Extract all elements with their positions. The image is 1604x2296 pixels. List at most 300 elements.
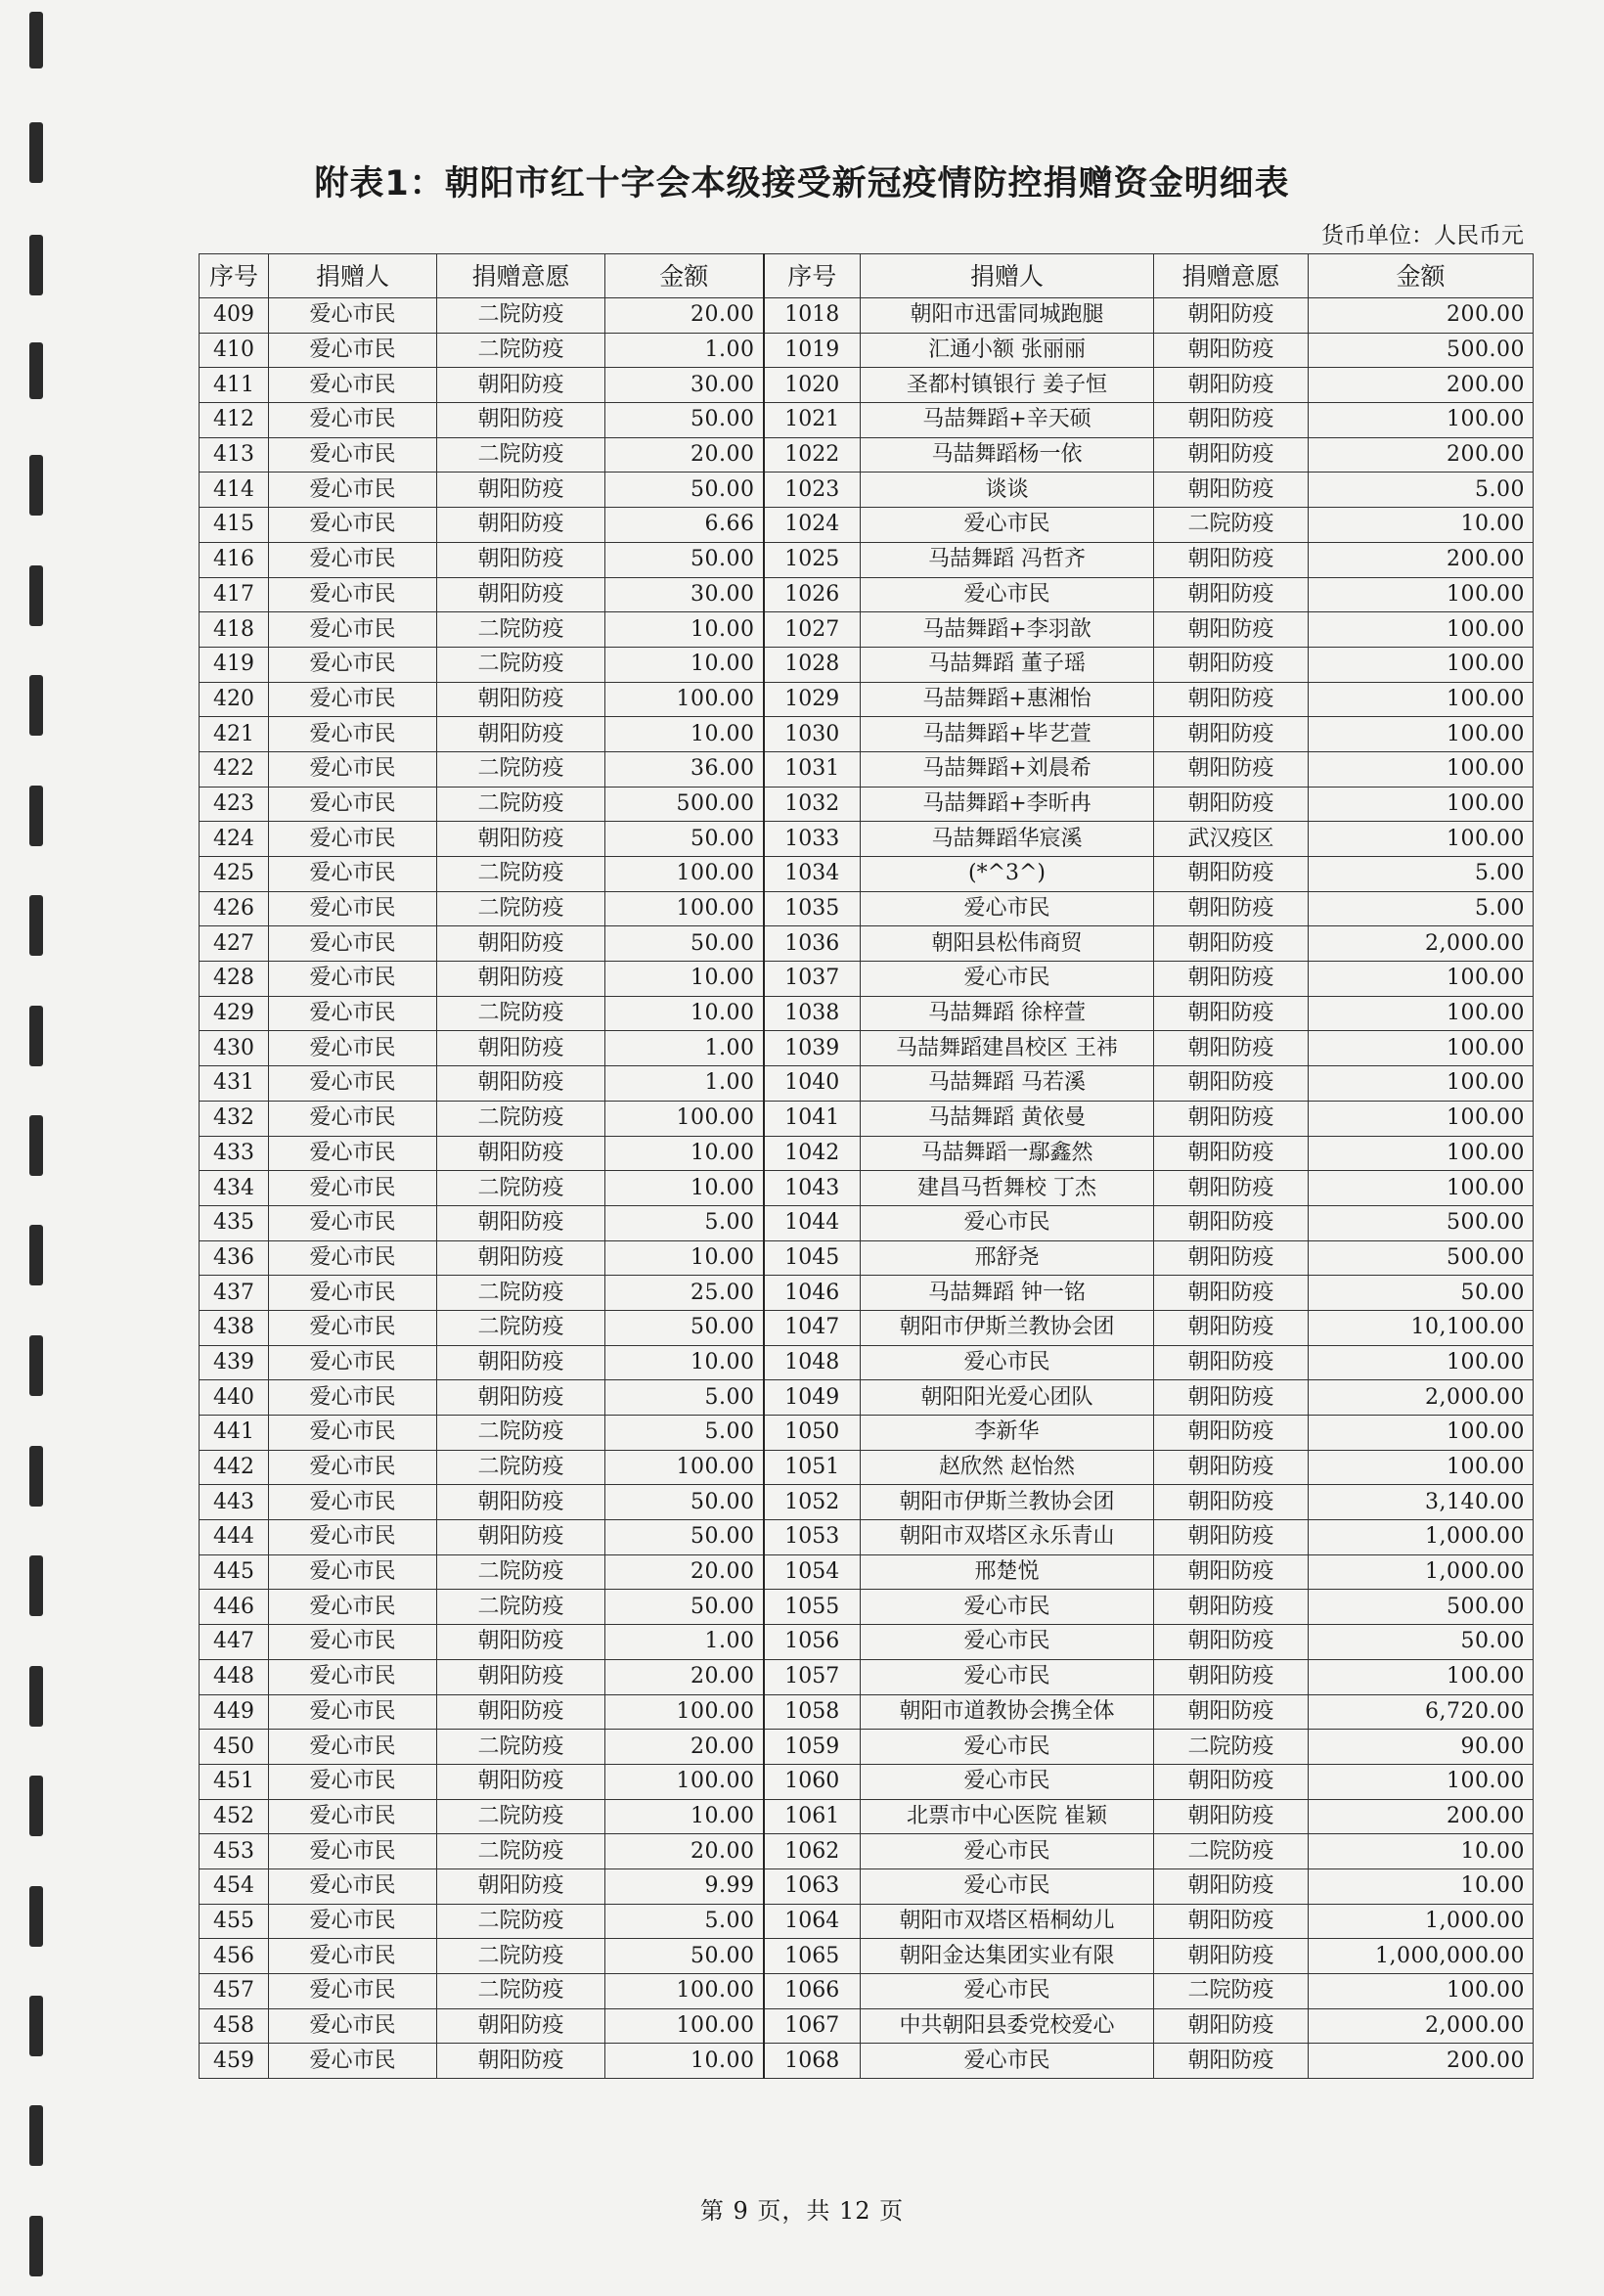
cell-amount-2: 100.00 bbox=[1309, 962, 1534, 997]
cell-donor-2: 马喆舞蹈 徐梓萱 bbox=[861, 996, 1154, 1031]
cell-donor: 爱心市民 bbox=[269, 926, 437, 962]
binder-mark bbox=[29, 1115, 43, 1176]
cell-seq: 411 bbox=[200, 368, 269, 403]
cell-amount-2: 2,000.00 bbox=[1309, 2008, 1534, 2044]
cell-purpose: 二院防疫 bbox=[437, 437, 605, 473]
cell-seq-2: 1034 bbox=[764, 857, 861, 892]
cell-amount: 1.00 bbox=[605, 333, 764, 368]
cell-donor: 爱心市民 bbox=[269, 1868, 437, 1904]
cell-amount-2: 100.00 bbox=[1309, 1136, 1534, 1171]
table-row bbox=[200, 1730, 1534, 1765]
cell-seq-2: 1044 bbox=[764, 1205, 861, 1240]
cell-seq-2: 1035 bbox=[764, 891, 861, 926]
cell-donor: 爱心市民 bbox=[269, 1310, 437, 1345]
cell-seq: 417 bbox=[200, 577, 269, 612]
table-row bbox=[200, 1310, 1534, 1345]
cell-purpose: 二院防疫 bbox=[437, 787, 605, 822]
cell-purpose: 二院防疫 bbox=[437, 298, 605, 334]
cell-donor: 爱心市民 bbox=[269, 1171, 437, 1206]
cell-seq-2: 1021 bbox=[764, 403, 861, 438]
currency-unit: 货币单位：人民币元 bbox=[1321, 223, 1524, 248]
table-row bbox=[200, 1868, 1534, 1904]
cell-amount-2: 100.00 bbox=[1309, 822, 1534, 857]
cell-donor: 爱心市民 bbox=[269, 1694, 437, 1730]
cell-donor-2: 李新华 bbox=[861, 1416, 1154, 1451]
cell-purpose-2: 朝阳防疫 bbox=[1154, 717, 1309, 752]
cell-donor: 爱心市民 bbox=[269, 333, 437, 368]
table-row bbox=[200, 1590, 1534, 1625]
table-row bbox=[200, 1625, 1534, 1660]
cell-seq: 426 bbox=[200, 891, 269, 926]
cell-donor: 爱心市民 bbox=[269, 1730, 437, 1765]
cell-purpose: 二院防疫 bbox=[437, 1939, 605, 1974]
cell-purpose: 二院防疫 bbox=[437, 1799, 605, 1834]
cell-purpose-2: 朝阳防疫 bbox=[1154, 891, 1309, 926]
cell-purpose: 二院防疫 bbox=[437, 996, 605, 1031]
cell-purpose: 朝阳防疫 bbox=[437, 1694, 605, 1730]
cell-amount-2: 1,000,000.00 bbox=[1309, 1939, 1534, 1974]
cell-amount: 100.00 bbox=[605, 1101, 764, 1136]
cell-seq: 412 bbox=[200, 403, 269, 438]
cell-seq: 458 bbox=[200, 2008, 269, 2044]
cell-amount: 50.00 bbox=[605, 1939, 764, 1974]
cell-seq: 440 bbox=[200, 1380, 269, 1416]
cell-purpose-2: 朝阳防疫 bbox=[1154, 612, 1309, 648]
cell-donor-2: 马喆舞蹈+刘晨希 bbox=[861, 751, 1154, 787]
cell-seq: 423 bbox=[200, 787, 269, 822]
cell-seq-2: 1067 bbox=[764, 2008, 861, 2044]
cell-purpose: 二院防疫 bbox=[437, 1590, 605, 1625]
cell-donor-2: 爱心市民 bbox=[861, 1834, 1154, 1869]
cell-donor-2: 马喆舞蹈 冯哲齐 bbox=[861, 542, 1154, 577]
cell-amount: 36.00 bbox=[605, 751, 764, 787]
cell-seq: 452 bbox=[200, 1799, 269, 1834]
cell-amount: 10.00 bbox=[605, 2044, 764, 2079]
cell-amount-2: 1,000.00 bbox=[1309, 1904, 1534, 1939]
cell-purpose: 二院防疫 bbox=[437, 857, 605, 892]
cell-donor: 爱心市民 bbox=[269, 1554, 437, 1590]
cell-purpose: 二院防疫 bbox=[437, 1904, 605, 1939]
cell-purpose-2: 朝阳防疫 bbox=[1154, 1904, 1309, 1939]
cell-amount-2: 10.00 bbox=[1309, 1834, 1534, 1869]
cell-purpose: 二院防疫 bbox=[437, 1310, 605, 1345]
table-row bbox=[200, 2008, 1534, 2044]
binder-mark bbox=[29, 12, 43, 68]
cell-seq-2: 1064 bbox=[764, 1904, 861, 1939]
cell-donor-2: 马喆舞蹈一鄢鑫然 bbox=[861, 1136, 1154, 1171]
binder-mark bbox=[29, 1776, 43, 1836]
cell-seq-2: 1028 bbox=[764, 647, 861, 682]
cell-purpose-2: 朝阳防疫 bbox=[1154, 1240, 1309, 1276]
table-row bbox=[200, 333, 1534, 368]
table-row bbox=[200, 647, 1534, 682]
cell-purpose: 朝阳防疫 bbox=[437, 1380, 605, 1416]
cell-seq: 437 bbox=[200, 1276, 269, 1311]
cell-seq-2: 1038 bbox=[764, 996, 861, 1031]
cell-amount: 25.00 bbox=[605, 1276, 764, 1311]
cell-donor-2: 爱心市民 bbox=[861, 1345, 1154, 1380]
cell-purpose-2: 二院防疫 bbox=[1154, 1730, 1309, 1765]
cell-donor: 爱心市民 bbox=[269, 1205, 437, 1240]
table-row bbox=[200, 508, 1534, 543]
cell-amount: 10.00 bbox=[605, 612, 764, 648]
cell-amount: 30.00 bbox=[605, 368, 764, 403]
cell-seq: 436 bbox=[200, 1240, 269, 1276]
cell-amount-2: 10.00 bbox=[1309, 1868, 1534, 1904]
table-row bbox=[200, 857, 1534, 892]
cell-purpose-2: 朝阳防疫 bbox=[1154, 1276, 1309, 1311]
header-seq-2: 序号 bbox=[764, 254, 861, 298]
cell-donor-2: 马喆舞蹈+辛天硕 bbox=[861, 403, 1154, 438]
cell-donor-2: 马喆舞蹈 钟一铭 bbox=[861, 1276, 1154, 1311]
cell-amount: 100.00 bbox=[605, 1974, 764, 2009]
cell-seq-2: 1031 bbox=[764, 751, 861, 787]
cell-seq-2: 1046 bbox=[764, 1276, 861, 1311]
header-amount: 金额 bbox=[605, 254, 764, 298]
cell-seq: 418 bbox=[200, 612, 269, 648]
cell-seq: 439 bbox=[200, 1345, 269, 1380]
table-row bbox=[200, 542, 1534, 577]
binder-mark bbox=[29, 675, 43, 736]
cell-donor: 爱心市民 bbox=[269, 542, 437, 577]
table-row bbox=[200, 1939, 1534, 1974]
cell-seq-2: 1026 bbox=[764, 577, 861, 612]
cell-seq: 420 bbox=[200, 682, 269, 717]
cell-purpose: 朝阳防疫 bbox=[437, 577, 605, 612]
cell-seq: 413 bbox=[200, 437, 269, 473]
cell-seq-2: 1033 bbox=[764, 822, 861, 857]
cell-donor-2: 谈谈 bbox=[861, 473, 1154, 508]
cell-donor: 爱心市民 bbox=[269, 1240, 437, 1276]
cell-amount: 10.00 bbox=[605, 1171, 764, 1206]
cell-purpose: 朝阳防疫 bbox=[437, 1625, 605, 1660]
cell-purpose-2: 朝阳防疫 bbox=[1154, 1345, 1309, 1380]
cell-seq: 455 bbox=[200, 1904, 269, 1939]
cell-amount-2: 100.00 bbox=[1309, 1345, 1534, 1380]
cell-purpose-2: 朝阳防疫 bbox=[1154, 368, 1309, 403]
cell-seq-2: 1054 bbox=[764, 1554, 861, 1590]
binder-mark bbox=[29, 1446, 43, 1507]
cell-purpose-2: 朝阳防疫 bbox=[1154, 1416, 1309, 1451]
cell-amount-2: 1,000.00 bbox=[1309, 1554, 1534, 1590]
cell-donor-2: 爱心市民 bbox=[861, 1730, 1154, 1765]
cell-amount-2: 3,140.00 bbox=[1309, 1485, 1534, 1520]
cell-donor: 爱心市民 bbox=[269, 682, 437, 717]
table-row bbox=[200, 891, 1534, 926]
cell-amount: 10.00 bbox=[605, 1240, 764, 1276]
cell-seq: 425 bbox=[200, 857, 269, 892]
table-row bbox=[200, 1380, 1534, 1416]
table-row bbox=[200, 1974, 1534, 2009]
cell-seq-2: 1059 bbox=[764, 1730, 861, 1765]
cell-donor: 爱心市民 bbox=[269, 891, 437, 926]
binder-mark bbox=[29, 895, 43, 956]
cell-donor-2: 马喆舞蹈+李昕冉 bbox=[861, 787, 1154, 822]
cell-amount-2: 100.00 bbox=[1309, 577, 1534, 612]
table-row bbox=[200, 403, 1534, 438]
cell-purpose: 二院防疫 bbox=[437, 1730, 605, 1765]
cell-purpose-2: 朝阳防疫 bbox=[1154, 333, 1309, 368]
cell-seq: 427 bbox=[200, 926, 269, 962]
cell-seq: 448 bbox=[200, 1659, 269, 1694]
cell-seq: 453 bbox=[200, 1834, 269, 1869]
table-row bbox=[200, 926, 1534, 962]
cell-purpose: 二院防疫 bbox=[437, 1834, 605, 1869]
cell-donor: 爱心市民 bbox=[269, 577, 437, 612]
cell-amount-2: 100.00 bbox=[1309, 1171, 1534, 1206]
cell-purpose: 朝阳防疫 bbox=[437, 962, 605, 997]
cell-purpose: 朝阳防疫 bbox=[437, 508, 605, 543]
cell-donor-2: 马喆舞蹈华宸溪 bbox=[861, 822, 1154, 857]
cell-amount-2: 100.00 bbox=[1309, 787, 1534, 822]
table-row bbox=[200, 1136, 1534, 1171]
cell-donor-2: 朝阳市双塔区梧桐幼儿 bbox=[861, 1904, 1154, 1939]
cell-purpose-2: 朝阳防疫 bbox=[1154, 1205, 1309, 1240]
cell-seq: 415 bbox=[200, 508, 269, 543]
cell-seq-2: 1053 bbox=[764, 1520, 861, 1555]
cell-amount-2: 100.00 bbox=[1309, 1031, 1534, 1066]
cell-donor: 爱心市民 bbox=[269, 751, 437, 787]
table-row bbox=[200, 1799, 1534, 1834]
cell-purpose-2: 朝阳防疫 bbox=[1154, 1659, 1309, 1694]
cell-purpose: 朝阳防疫 bbox=[437, 2044, 605, 2079]
cell-amount-2: 200.00 bbox=[1309, 542, 1534, 577]
cell-donor: 爱心市民 bbox=[269, 1799, 437, 1834]
cell-donor-2: 爱心市民 bbox=[861, 1590, 1154, 1625]
cell-seq: 447 bbox=[200, 1625, 269, 1660]
cell-amount: 20.00 bbox=[605, 298, 764, 334]
cell-amount-2: 100.00 bbox=[1309, 1764, 1534, 1799]
cell-amount-2: 500.00 bbox=[1309, 1240, 1534, 1276]
header-amount-2: 金额 bbox=[1309, 254, 1534, 298]
cell-seq-2: 1030 bbox=[764, 717, 861, 752]
cell-purpose-2: 朝阳防疫 bbox=[1154, 1380, 1309, 1416]
cell-purpose: 二院防疫 bbox=[437, 647, 605, 682]
table-row bbox=[200, 577, 1534, 612]
cell-donor-2: 朝阳市伊斯兰教协会团 bbox=[861, 1310, 1154, 1345]
cell-donor: 爱心市民 bbox=[269, 368, 437, 403]
cell-donor-2: 爱心市民 bbox=[861, 962, 1154, 997]
cell-donor-2: 爱心市民 bbox=[861, 1868, 1154, 1904]
cell-amount-2: 200.00 bbox=[1309, 1799, 1534, 1834]
cell-donor: 爱心市民 bbox=[269, 1834, 437, 1869]
cell-donor-2: 爱心市民 bbox=[861, 508, 1154, 543]
cell-purpose-2: 朝阳防疫 bbox=[1154, 926, 1309, 962]
cell-donor-2: 朝阳金达集团实业有限 bbox=[861, 1939, 1154, 1974]
cell-donor-2: 建昌马哲舞校 丁杰 bbox=[861, 1171, 1154, 1206]
cell-amount: 20.00 bbox=[605, 1834, 764, 1869]
cell-amount-2: 6,720.00 bbox=[1309, 1694, 1534, 1730]
cell-donor-2: 中共朝阳县委党校爱心 bbox=[861, 2008, 1154, 2044]
cell-donor-2: 北票市中心医院 崔颖 bbox=[861, 1799, 1154, 1834]
cell-seq-2: 1062 bbox=[764, 1834, 861, 1869]
table-header-row bbox=[200, 254, 1534, 298]
cell-purpose: 朝阳防疫 bbox=[437, 473, 605, 508]
cell-seq: 419 bbox=[200, 647, 269, 682]
cell-purpose: 朝阳防疫 bbox=[437, 822, 605, 857]
cell-amount: 30.00 bbox=[605, 577, 764, 612]
table-row bbox=[200, 1659, 1534, 1694]
cell-amount: 50.00 bbox=[605, 1310, 764, 1345]
cell-donor-2: 朝阳县松伟商贸 bbox=[861, 926, 1154, 962]
page-footer: 第 9 页，共 12 页 bbox=[699, 2197, 905, 2225]
table-row bbox=[200, 1205, 1534, 1240]
cell-amount: 10.00 bbox=[605, 647, 764, 682]
cell-purpose: 朝阳防疫 bbox=[437, 1764, 605, 1799]
cell-amount: 1.00 bbox=[605, 1625, 764, 1660]
table-row bbox=[200, 822, 1534, 857]
cell-donor: 爱心市民 bbox=[269, 2008, 437, 2044]
cell-purpose-2: 朝阳防疫 bbox=[1154, 542, 1309, 577]
cell-amount: 1.00 bbox=[605, 1031, 764, 1066]
cell-donor-2: 马喆舞蹈杨一依 bbox=[861, 437, 1154, 473]
cell-donor: 爱心市民 bbox=[269, 437, 437, 473]
cell-seq: 414 bbox=[200, 473, 269, 508]
cell-amount-2: 100.00 bbox=[1309, 612, 1534, 648]
cell-seq-2: 1040 bbox=[764, 1066, 861, 1102]
cell-donor: 爱心市民 bbox=[269, 1345, 437, 1380]
cell-donor: 爱心市民 bbox=[269, 2044, 437, 2079]
cell-amount: 10.00 bbox=[605, 1136, 764, 1171]
cell-donor-2: 朝阳市道教协会携全体 bbox=[861, 1694, 1154, 1730]
cell-purpose: 朝阳防疫 bbox=[437, 1031, 605, 1066]
cell-donor-2: 马喆舞蹈 马若溪 bbox=[861, 1066, 1154, 1102]
cell-donor: 爱心市民 bbox=[269, 996, 437, 1031]
cell-donor-2: 汇通小额 张丽丽 bbox=[861, 333, 1154, 368]
table-row bbox=[200, 1485, 1534, 1520]
cell-purpose-2: 朝阳防疫 bbox=[1154, 1939, 1309, 1974]
cell-purpose: 二院防疫 bbox=[437, 1171, 605, 1206]
cell-purpose-2: 朝阳防疫 bbox=[1154, 647, 1309, 682]
cell-seq-2: 1037 bbox=[764, 962, 861, 997]
cell-purpose-2: 武汉疫区 bbox=[1154, 822, 1309, 857]
cell-amount-2: 500.00 bbox=[1309, 1205, 1534, 1240]
cell-purpose-2: 朝阳防疫 bbox=[1154, 1101, 1309, 1136]
cell-amount: 100.00 bbox=[605, 857, 764, 892]
cell-donor-2: 马喆舞蹈+毕艺萱 bbox=[861, 717, 1154, 752]
cell-donor: 爱心市民 bbox=[269, 403, 437, 438]
cell-purpose-2: 朝阳防疫 bbox=[1154, 1799, 1309, 1834]
table-row bbox=[200, 1345, 1534, 1380]
cell-seq-2: 1036 bbox=[764, 926, 861, 962]
table-row bbox=[200, 1031, 1534, 1066]
cell-amount-2: 200.00 bbox=[1309, 2044, 1534, 2079]
binder-mark bbox=[29, 235, 43, 295]
cell-purpose: 二院防疫 bbox=[437, 333, 605, 368]
cell-seq: 416 bbox=[200, 542, 269, 577]
table-row bbox=[200, 717, 1534, 752]
cell-purpose: 朝阳防疫 bbox=[437, 1520, 605, 1555]
header-purpose-2: 捐赠意愿 bbox=[1154, 254, 1309, 298]
cell-seq: 410 bbox=[200, 333, 269, 368]
cell-amount: 5.00 bbox=[605, 1205, 764, 1240]
table-row bbox=[200, 1276, 1534, 1311]
header-purpose: 捐赠意愿 bbox=[437, 254, 605, 298]
cell-donor: 爱心市民 bbox=[269, 1974, 437, 2009]
cell-purpose: 二院防疫 bbox=[437, 751, 605, 787]
cell-purpose: 朝阳防疫 bbox=[437, 717, 605, 752]
cell-donor-2: 邢楚悦 bbox=[861, 1554, 1154, 1590]
cell-purpose-2: 朝阳防疫 bbox=[1154, 1310, 1309, 1345]
cell-seq: 428 bbox=[200, 962, 269, 997]
binder-mark bbox=[29, 1006, 43, 1066]
cell-seq-2: 1060 bbox=[764, 1764, 861, 1799]
cell-purpose: 朝阳防疫 bbox=[437, 1066, 605, 1102]
cell-amount: 10.00 bbox=[605, 1345, 764, 1380]
cell-donor-2: 爱心市民 bbox=[861, 1205, 1154, 1240]
cell-donor: 爱心市民 bbox=[269, 822, 437, 857]
binder-mark bbox=[29, 1886, 43, 1947]
cell-amount: 50.00 bbox=[605, 1590, 764, 1625]
cell-seq-2: 1048 bbox=[764, 1345, 861, 1380]
cell-donor: 爱心市民 bbox=[269, 1416, 437, 1451]
cell-amount-2: 100.00 bbox=[1309, 1066, 1534, 1102]
table-row bbox=[200, 962, 1534, 997]
cell-seq: 434 bbox=[200, 1171, 269, 1206]
cell-seq-2: 1068 bbox=[764, 2044, 861, 2079]
cell-amount: 100.00 bbox=[605, 1450, 764, 1485]
cell-amount: 50.00 bbox=[605, 1520, 764, 1555]
cell-donor: 爱心市民 bbox=[269, 508, 437, 543]
cell-amount-2: 5.00 bbox=[1309, 473, 1534, 508]
cell-donor-2: 马喆舞蹈+李羽歆 bbox=[861, 612, 1154, 648]
cell-purpose-2: 朝阳防疫 bbox=[1154, 2008, 1309, 2044]
cell-purpose-2: 朝阳防疫 bbox=[1154, 962, 1309, 997]
cell-purpose: 朝阳防疫 bbox=[437, 403, 605, 438]
cell-seq-2: 1020 bbox=[764, 368, 861, 403]
cell-seq: 430 bbox=[200, 1031, 269, 1066]
cell-amount: 100.00 bbox=[605, 891, 764, 926]
cell-amount-2: 200.00 bbox=[1309, 298, 1534, 334]
cell-seq-2: 1025 bbox=[764, 542, 861, 577]
table-row bbox=[200, 751, 1534, 787]
cell-purpose-2: 朝阳防疫 bbox=[1154, 1171, 1309, 1206]
cell-amount-2: 2,000.00 bbox=[1309, 1380, 1534, 1416]
binder-mark bbox=[29, 1555, 43, 1616]
table-row bbox=[200, 1066, 1534, 1102]
cell-donor: 爱心市民 bbox=[269, 1520, 437, 1555]
header-donor: 捐赠人 bbox=[269, 254, 437, 298]
cell-donor-2: 赵欣然 赵怡然 bbox=[861, 1450, 1154, 1485]
cell-purpose-2: 朝阳防疫 bbox=[1154, 298, 1309, 334]
table-row bbox=[200, 1101, 1534, 1136]
cell-donor: 爱心市民 bbox=[269, 717, 437, 752]
cell-amount: 50.00 bbox=[605, 822, 764, 857]
cell-purpose: 二院防疫 bbox=[437, 1416, 605, 1451]
table-row bbox=[200, 1764, 1534, 1799]
cell-amount-2: 100.00 bbox=[1309, 717, 1534, 752]
cell-purpose: 朝阳防疫 bbox=[437, 1136, 605, 1171]
cell-donor-2: 朝阳市迅雷同城跑腿 bbox=[861, 298, 1154, 334]
cell-purpose: 朝阳防疫 bbox=[437, 1240, 605, 1276]
cell-seq-2: 1057 bbox=[764, 1659, 861, 1694]
cell-purpose: 朝阳防疫 bbox=[437, 682, 605, 717]
cell-seq: 441 bbox=[200, 1416, 269, 1451]
cell-donor-2: 朝阳市双塔区永乐青山 bbox=[861, 1520, 1154, 1555]
cell-donor-2: 爱心市民 bbox=[861, 1974, 1154, 2009]
cell-donor: 爱心市民 bbox=[269, 1380, 437, 1416]
cell-purpose: 朝阳防疫 bbox=[437, 2008, 605, 2044]
cell-purpose-2: 朝阳防疫 bbox=[1154, 751, 1309, 787]
cell-seq-2: 1052 bbox=[764, 1485, 861, 1520]
cell-seq: 429 bbox=[200, 996, 269, 1031]
cell-seq: 445 bbox=[200, 1554, 269, 1590]
cell-seq: 457 bbox=[200, 1974, 269, 2009]
table-row bbox=[200, 368, 1534, 403]
cell-purpose-2: 朝阳防疫 bbox=[1154, 1031, 1309, 1066]
cell-seq: 442 bbox=[200, 1450, 269, 1485]
cell-amount: 6.66 bbox=[605, 508, 764, 543]
